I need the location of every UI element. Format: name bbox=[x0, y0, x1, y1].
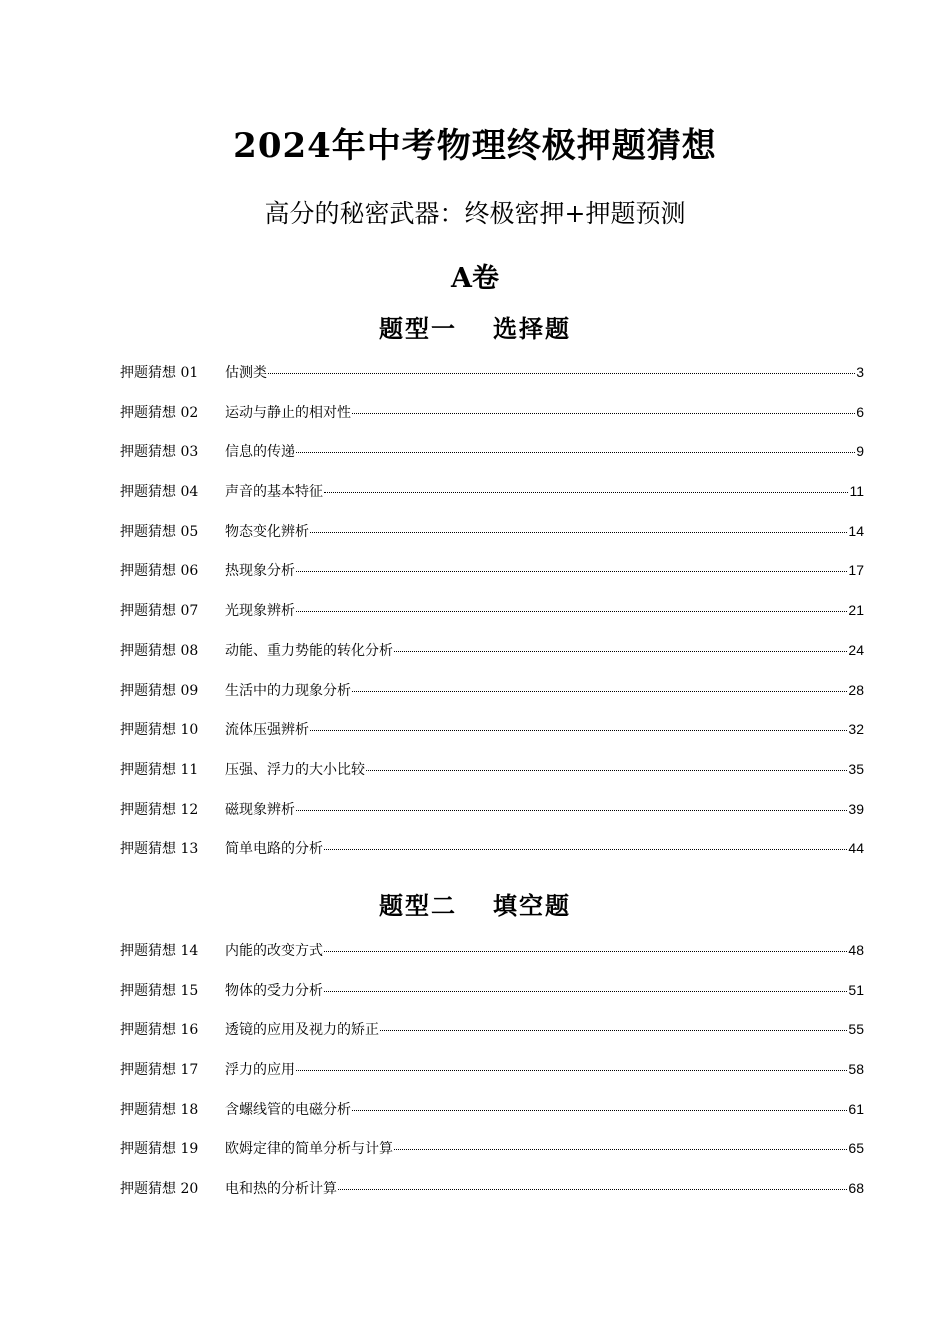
toc-entry[interactable] bbox=[120, 759, 864, 799]
toc-entry-page-number: 39 bbox=[848, 800, 864, 817]
toc-entry-page-number: 65 bbox=[848, 1140, 864, 1157]
toc-entry-topic: 热现象分析 bbox=[225, 563, 295, 580]
toc-entry-topic: 压强、浮力的大小比较 bbox=[225, 761, 365, 778]
toc-entry-topic: 内能的改变方式 bbox=[225, 943, 323, 959]
toc-dot-leader bbox=[324, 492, 848, 493]
toc-entry[interactable] bbox=[120, 600, 864, 640]
toc-entry[interactable] bbox=[120, 680, 864, 720]
toc-entry-number: 押题猜想 03 bbox=[120, 444, 199, 461]
toc-entry-topic: 简单电路的分析 bbox=[225, 841, 323, 858]
toc-entry-number: 押题猜想 08 bbox=[120, 642, 199, 659]
toc-entry-page-number: 48 bbox=[848, 942, 864, 958]
toc-dot-leader bbox=[296, 810, 847, 811]
toc-entry[interactable] bbox=[120, 362, 864, 402]
toc-entry[interactable] bbox=[120, 940, 864, 980]
toc-entry[interactable] bbox=[120, 1099, 864, 1139]
toc-dot-leader bbox=[394, 1149, 847, 1150]
toc-entry[interactable] bbox=[120, 1138, 864, 1178]
toc-entry-number: 押题猜想 05 bbox=[120, 523, 199, 540]
toc-entry-number: 押题猜想 20 bbox=[120, 1181, 199, 1198]
toc-dot-leader bbox=[352, 1110, 847, 1111]
toc-dot-leader bbox=[268, 373, 855, 374]
toc-entry[interactable] bbox=[120, 441, 864, 481]
section-name: 选择题 bbox=[493, 314, 571, 343]
toc-dot-leader bbox=[380, 1030, 847, 1031]
toc-dot-leader bbox=[296, 1070, 847, 1071]
toc-entry-topic: 运动与静止的相对性 bbox=[225, 404, 351, 421]
toc-entry[interactable] bbox=[120, 481, 864, 521]
toc-dot-leader bbox=[394, 651, 847, 652]
toc-entry-page-number: 44 bbox=[848, 840, 864, 857]
toc-dot-leader bbox=[310, 532, 847, 533]
section-name: 填空题 bbox=[493, 891, 571, 920]
toc-dot-leader bbox=[324, 849, 847, 850]
toc-entry-topic: 欧姆定律的简单分析与计算 bbox=[225, 1141, 393, 1158]
toc-entry-page-number: 6 bbox=[856, 403, 864, 420]
section-heading-1 bbox=[0, 309, 950, 344]
toc-list-section-2 bbox=[120, 940, 864, 1218]
toc-entry[interactable] bbox=[120, 1178, 864, 1218]
toc-entry-number: 押题猜想 19 bbox=[120, 1141, 199, 1158]
toc-entry-page-number: 55 bbox=[848, 1021, 864, 1038]
main-title: 2024年中考物理终极押题猜想 bbox=[233, 126, 717, 166]
toc-entry-topic: 估测类 bbox=[225, 365, 267, 381]
toc-dot-leader bbox=[338, 1189, 847, 1190]
toc-entry-number: 押题猜想 17 bbox=[120, 1062, 199, 1079]
toc-entry[interactable] bbox=[120, 521, 864, 561]
section-heading-2 bbox=[0, 886, 950, 921]
sub-title: 高分的秘密武器：终极密押+押题预测 bbox=[264, 199, 686, 228]
toc-list-section-1 bbox=[120, 362, 864, 878]
toc-entry[interactable] bbox=[120, 560, 864, 600]
toc-entry-number: 押题猜想 18 bbox=[120, 1101, 199, 1118]
toc-entry-page-number: 9 bbox=[856, 443, 864, 460]
toc-entry-page-number: 68 bbox=[848, 1180, 864, 1197]
toc-entry-topic: 声音的基本特征 bbox=[225, 484, 323, 501]
toc-entry-number: 押题猜想 13 bbox=[120, 841, 199, 858]
toc-entry-page-number: 21 bbox=[848, 602, 864, 619]
toc-entry-page-number: 35 bbox=[848, 760, 864, 777]
toc-entry-page-number: 28 bbox=[848, 681, 864, 698]
toc-entry-number: 押题猜想 01 bbox=[120, 365, 199, 381]
toc-entry-topic: 物体的受力分析 bbox=[225, 982, 323, 999]
toc-entry-number: 押题猜想 02 bbox=[120, 404, 199, 421]
toc-entry-number: 押题猜想 14 bbox=[120, 943, 199, 959]
toc-entry[interactable] bbox=[120, 402, 864, 442]
toc-dot-leader bbox=[324, 951, 847, 952]
toc-entry-number: 押题猜想 04 bbox=[120, 484, 199, 501]
toc-dot-leader bbox=[352, 413, 855, 414]
toc-entry-number: 押题猜想 15 bbox=[120, 982, 199, 999]
toc-dot-leader bbox=[324, 991, 847, 992]
section-label: 题型二 bbox=[379, 891, 457, 920]
toc-entry-page-number: 17 bbox=[848, 562, 864, 579]
toc-entry-number: 押题猜想 10 bbox=[120, 722, 199, 739]
toc-entry-page-number: 58 bbox=[848, 1061, 864, 1078]
toc-entry-topic: 磁现象辨析 bbox=[225, 801, 295, 818]
section-label: 题型一 bbox=[379, 314, 457, 343]
toc-entry-page-number: 32 bbox=[848, 721, 864, 738]
toc-entry-number: 押题猜想 09 bbox=[120, 682, 199, 699]
toc-entry[interactable] bbox=[120, 838, 864, 878]
toc-entry[interactable] bbox=[120, 1019, 864, 1059]
toc-entry[interactable] bbox=[120, 640, 864, 680]
toc-entry-number: 押题猜想 16 bbox=[120, 1022, 199, 1039]
toc-dot-leader bbox=[296, 571, 847, 572]
toc-entry[interactable] bbox=[120, 1059, 864, 1099]
toc-entry-topic: 信息的传递 bbox=[225, 444, 295, 461]
toc-entry-page-number: 11 bbox=[849, 483, 864, 500]
toc-entry-topic: 动能、重力势能的转化分析 bbox=[225, 642, 393, 659]
toc-entry-topic: 生活中的力现象分析 bbox=[225, 682, 351, 699]
toc-entry[interactable] bbox=[120, 799, 864, 839]
toc-entry-page-number: 24 bbox=[848, 641, 864, 658]
toc-entry-page-number: 3 bbox=[856, 364, 864, 380]
volume-title: A卷 bbox=[451, 263, 499, 294]
toc-entry-number: 押题猜想 07 bbox=[120, 603, 199, 620]
toc-entry-page-number: 61 bbox=[848, 1100, 864, 1117]
toc-entry[interactable] bbox=[120, 980, 864, 1020]
toc-entry-number: 押题猜想 12 bbox=[120, 801, 199, 818]
toc-entry-page-number: 51 bbox=[848, 981, 864, 998]
toc-dot-leader bbox=[310, 730, 847, 731]
toc-entry-topic: 物态变化辨析 bbox=[225, 523, 309, 540]
toc-entry-topic: 光现象辨析 bbox=[225, 603, 295, 620]
toc-entry-number: 押题猜想 06 bbox=[120, 563, 199, 580]
toc-entry-topic: 浮力的应用 bbox=[225, 1062, 295, 1079]
toc-entry-number: 押题猜想 11 bbox=[120, 761, 199, 778]
toc-dot-leader bbox=[296, 611, 847, 612]
toc-entry-page-number: 14 bbox=[848, 522, 864, 539]
toc-entry[interactable] bbox=[120, 719, 864, 759]
toc-entry-topic: 含螺线管的电磁分析 bbox=[225, 1101, 351, 1118]
toc-entry-topic: 流体压强辨析 bbox=[225, 722, 309, 739]
toc-dot-leader bbox=[296, 452, 855, 453]
toc-entry-topic: 透镜的应用及视力的矫正 bbox=[225, 1022, 379, 1039]
toc-dot-leader bbox=[352, 691, 847, 692]
toc-entry-topic: 电和热的分析计算 bbox=[225, 1181, 337, 1198]
toc-dot-leader bbox=[366, 770, 847, 771]
